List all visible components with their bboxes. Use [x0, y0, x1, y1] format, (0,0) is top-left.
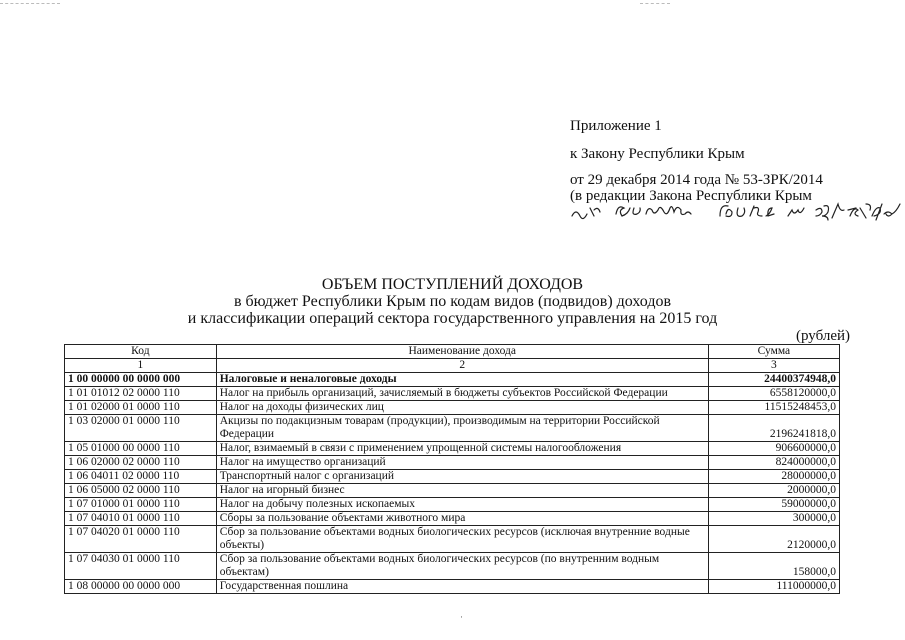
table-row	[65, 456, 840, 470]
income-name: Налог на имущество организаций	[216, 456, 708, 470]
income-code: 1 06 05000 02 0000 110	[65, 484, 217, 498]
income-name: Налог на доходы физических лиц	[216, 401, 708, 415]
document-title: ОБЪЕМ ПОСТУПЛЕНИЙ ДОХОДОВ	[321, 276, 584, 293]
column-number: 3	[708, 359, 839, 373]
table-row	[65, 373, 840, 387]
income-sum: 906600000,0	[708, 442, 839, 456]
column-number-row	[65, 359, 840, 373]
law-date: от 29 декабря 2014 года № 53-ЗРК/2014	[570, 172, 823, 188]
income-name: Транспортный налог с организаций	[216, 470, 708, 484]
column-header-name: Наименование дохода	[216, 345, 708, 359]
income-code: 1 06 02000 02 0000 110	[65, 456, 217, 470]
scan-artifact-line	[640, 3, 670, 4]
handwritten-signature-note	[568, 196, 903, 222]
income-name: Налоговые и неналоговые доходы	[216, 373, 708, 387]
income-sum: 59000000,0	[708, 498, 839, 512]
income-sum: 2120000,0	[708, 526, 839, 553]
income-sum: 11515248453,0	[708, 401, 839, 415]
income-name: Акцизы по подакцизным товарам (продукции), производимым на территории Российской Федерации	[216, 415, 708, 442]
income-sum: 2196241818,0	[708, 415, 839, 442]
income-sum: 6558120000,0	[708, 387, 839, 401]
column-number: 2	[216, 359, 708, 373]
income-name: Налог на добычу полезных ископаемых	[216, 498, 708, 512]
table-header-row	[65, 345, 840, 359]
income-name: Налог на игорный бизнес	[216, 484, 708, 498]
income-name: Налог на прибыль организаций, зачисляемый в бюджеты субъектов Российской Федерации	[216, 387, 708, 401]
income-code: 1 03 02000 01 0000 110	[65, 415, 217, 442]
income-sum: 2000000,0	[708, 484, 839, 498]
income-code: 1 07 04010 01 0000 110	[65, 512, 217, 526]
edition-note: (в редакции Закона Республики Крым	[570, 188, 812, 204]
appendix-title: Приложение 1	[570, 118, 662, 134]
table-row	[65, 498, 840, 512]
revenue-table	[64, 344, 840, 594]
income-name: Налог, взимаемый в связи с применением упрощенной системы налогообложения	[216, 442, 708, 456]
law-reference: к Закону Республики Крым	[570, 146, 745, 162]
income-sum: 24400374948,0	[708, 373, 839, 387]
column-number: 1	[65, 359, 217, 373]
scan-speck: ·	[460, 612, 463, 622]
table-row	[65, 470, 840, 484]
table-row	[65, 553, 840, 580]
table-row	[65, 387, 840, 401]
table-row	[65, 484, 840, 498]
income-code: 1 06 04011 02 0000 110	[65, 470, 217, 484]
column-header-code: Код	[65, 345, 217, 359]
currency-unit-label: (рублей)	[796, 328, 851, 344]
table-row	[65, 526, 840, 553]
document-subtitle-2: и классификации операций сектора государственного управления на 2015 год	[187, 310, 718, 327]
document-subtitle-1: в бюджет Республики Крым по кодам видов (подвидов) доходов	[233, 293, 672, 310]
income-name: Сбор за пользование объектами водных биологических ресурсов (исключая внутренние водные объекты)	[216, 526, 708, 553]
income-sum: 158000,0	[708, 553, 839, 580]
income-sum: 300000,0	[708, 512, 839, 526]
income-code: 1 00 00000 00 0000 000	[65, 373, 217, 387]
income-code: 1 05 01000 00 0000 110	[65, 442, 217, 456]
income-code: 1 01 02000 01 0000 110	[65, 401, 217, 415]
income-sum: 111000000,0	[708, 580, 839, 594]
income-name: Сбор за пользование объектами водных биологических ресурсов (по внутренним водным объектам)	[216, 553, 708, 580]
column-header-sum: Сумма	[708, 345, 839, 359]
table-row	[65, 442, 840, 456]
income-code: 1 07 04030 01 0000 110	[65, 553, 217, 580]
scan-artifact-line	[0, 3, 60, 4]
income-sum: 28000000,0	[708, 470, 839, 484]
table-row	[65, 415, 840, 442]
table-row	[65, 580, 840, 594]
table-row	[65, 401, 840, 415]
income-sum: 824000000,0	[708, 456, 839, 470]
income-code: 1 07 04020 01 0000 110	[65, 526, 217, 553]
income-name: Государственная пошлина	[216, 580, 708, 594]
income-code: 1 07 01000 01 0000 110	[65, 498, 217, 512]
income-code: 1 01 01012 02 0000 110	[65, 387, 217, 401]
income-code: 1 08 00000 00 0000 000	[65, 580, 217, 594]
income-name: Сборы за пользование объектами животного мира	[216, 512, 708, 526]
table-row	[65, 512, 840, 526]
